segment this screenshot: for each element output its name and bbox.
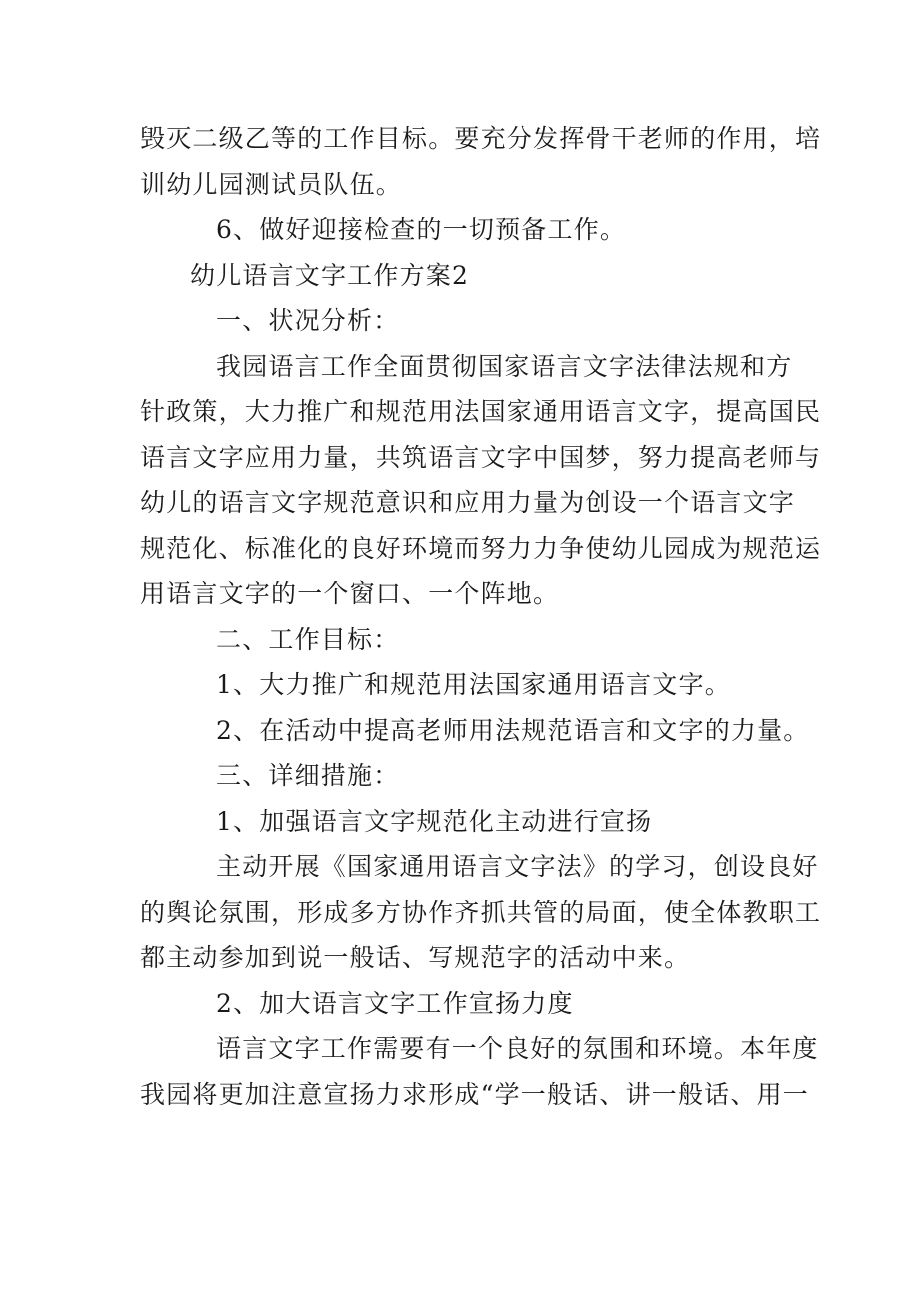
body-line: 我园将更加注意宣扬力求形成“学一般话、讲一般话、用一	[140, 1079, 809, 1109]
subsection-heading: 2、加大语言文字工作宣扬力度	[216, 988, 574, 1018]
body-line: 语言文字应用力量，共筑语言文字中国梦，努力提高老师与	[140, 442, 822, 472]
body-line: 训幼儿园测试员队伍。	[140, 169, 403, 199]
list-item: 6、做好迎接检查的一切预备工作。	[216, 215, 627, 244]
section-title: 幼儿语言文字工作方案2	[190, 260, 470, 290]
paragraph-first-line: 主动开展《国家通用语言文字法》的学习，创设良好	[216, 852, 819, 881]
list-item: 2、在活动中提高老师用法规范语言和文字的力量。	[216, 715, 810, 745]
section-heading: 一、状况分析：	[216, 306, 400, 335]
subsection-heading: 1、加强语言文字规范化主动进行宣扬	[216, 806, 653, 836]
body-line: 幼儿的语言文字规范意识和应用力量为创设一个语言文字	[140, 488, 796, 517]
body-line: 都主动参加到说一般话、写规范字的活动中来。	[140, 943, 691, 972]
paragraph-first-line: 我园语言工作全面贯彻国家语言文字法律法规和方	[216, 351, 793, 381]
body-line: 毁灭二级乙等的工作目标。要充分发挥骨干老师的作用，培	[140, 124, 822, 153]
section-heading: 二、工作目标：	[216, 624, 400, 654]
body-line: 用语言文字的一个窗口、一个阵地。	[140, 579, 560, 608]
section-heading: 三、详细措施：	[216, 761, 400, 790]
list-item: 1、大力推广和规范用法国家通用语言文字。	[216, 670, 731, 699]
body-line: 的舆论氛围，形成多方协作齐抓共管的局面，使全体教职工	[140, 897, 822, 927]
body-line: 规范化、标准化的良好环境而努力力争使幼儿园成为规范运	[140, 533, 822, 563]
document-body	[140, 116, 822, 1117]
paragraph-first-line: 语言文字工作需要有一个良好的氛围和环境。本年度	[216, 1034, 819, 1063]
body-line: 针政策，大力推广和规范用法国家通用语言文字，提高国民	[140, 397, 822, 426]
